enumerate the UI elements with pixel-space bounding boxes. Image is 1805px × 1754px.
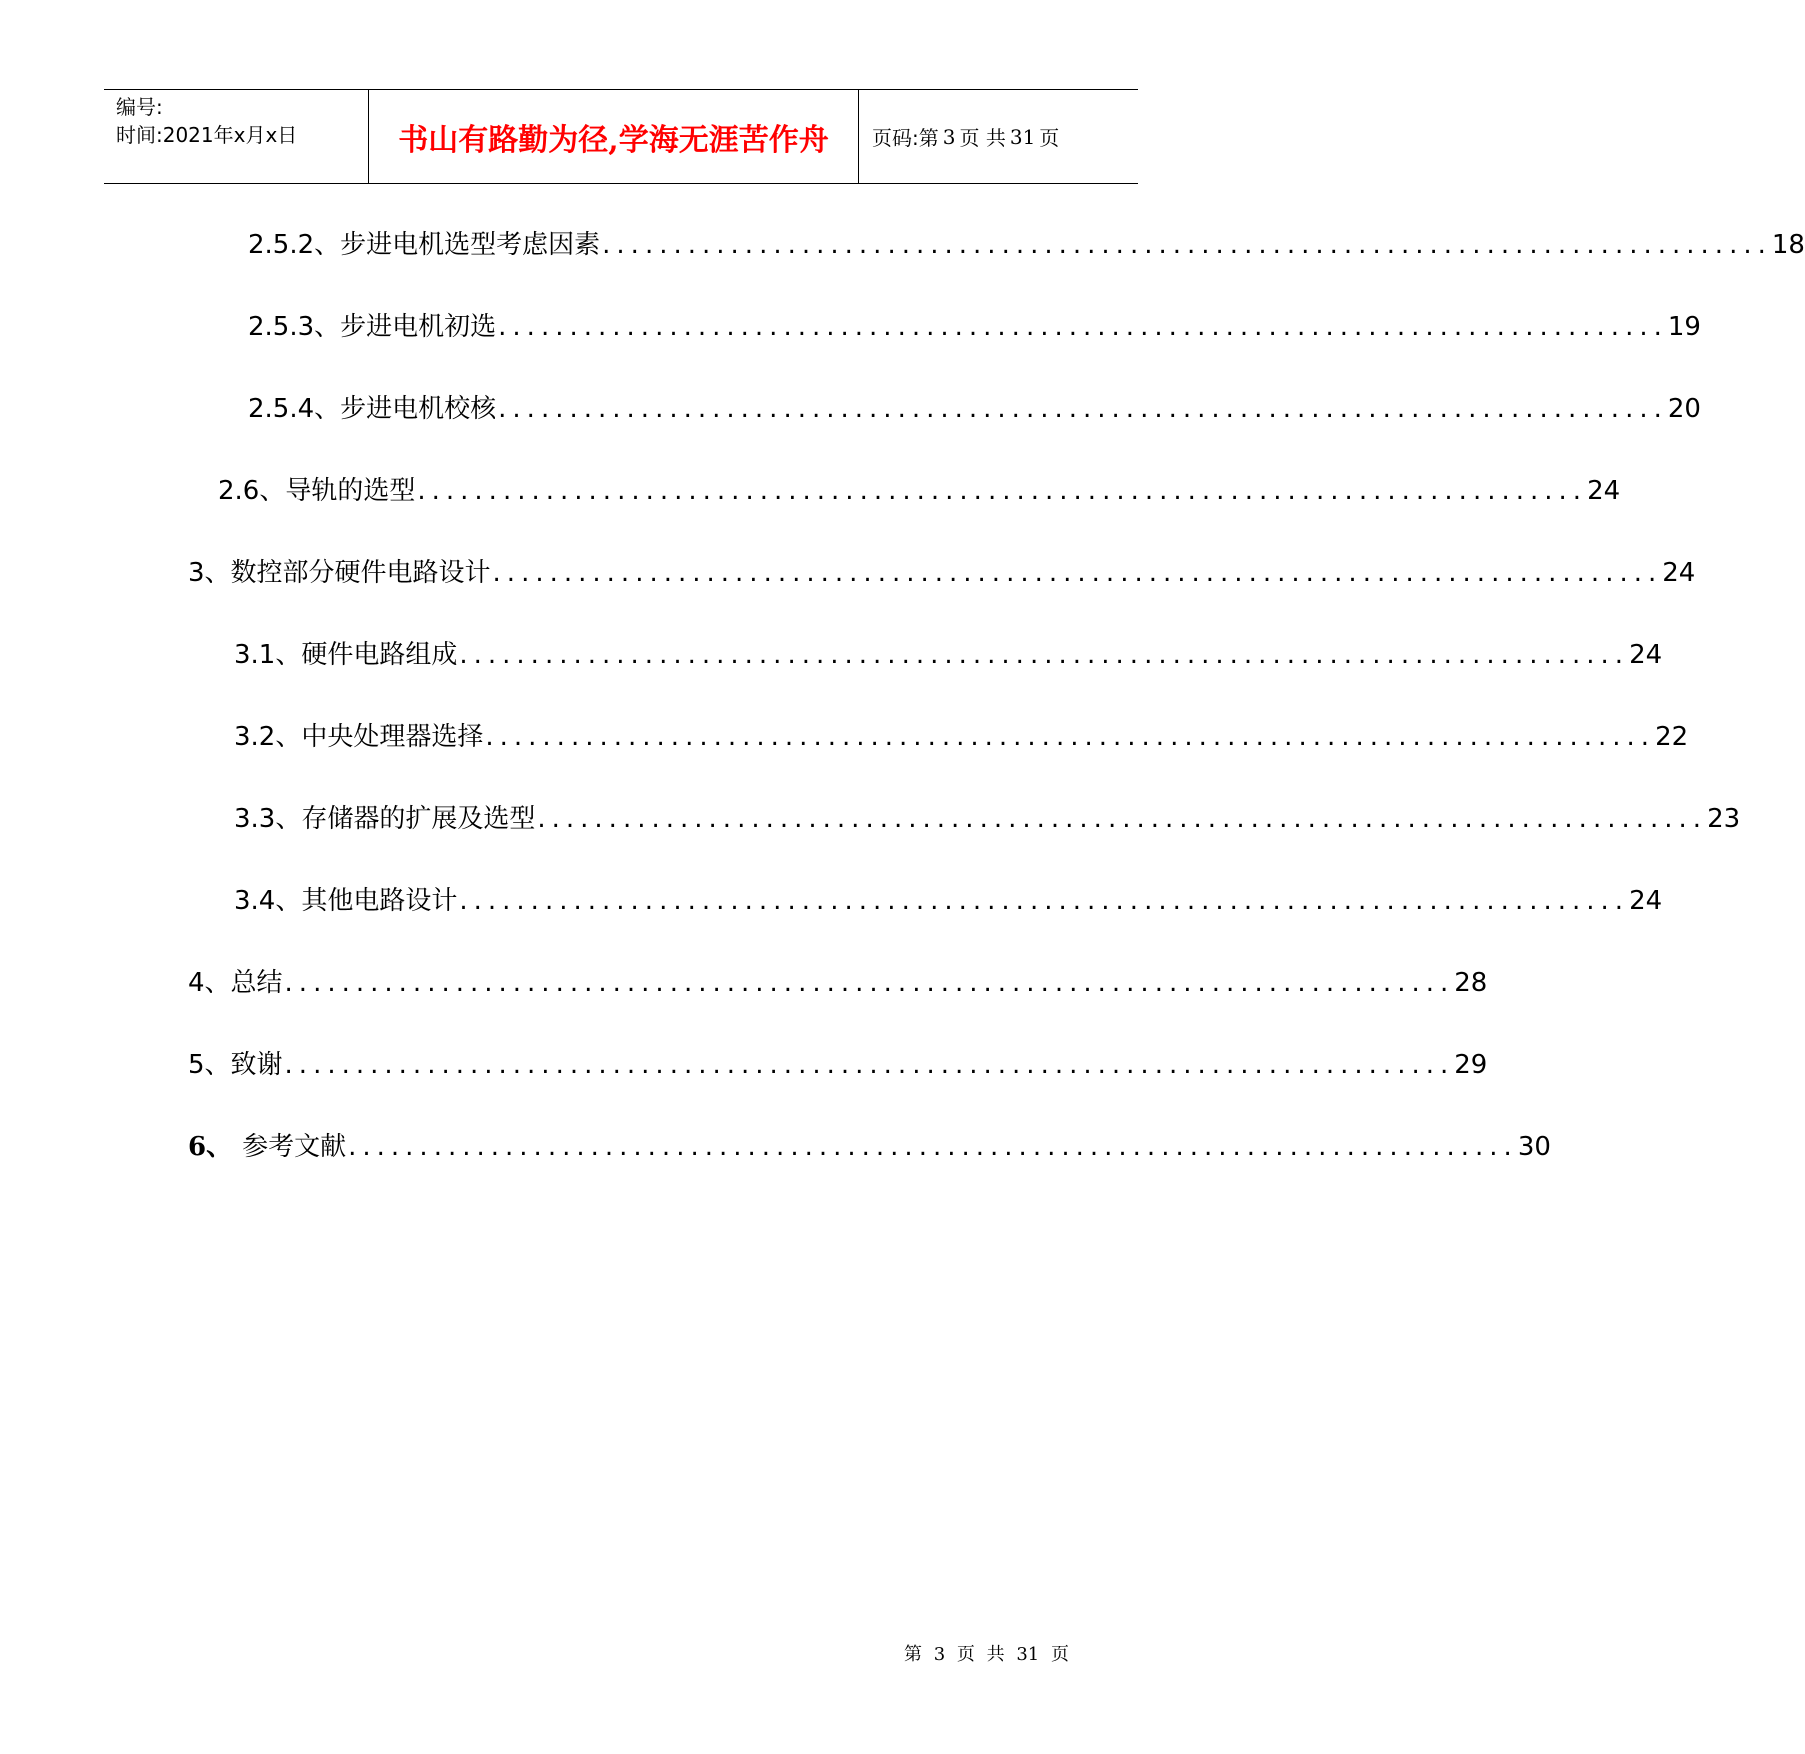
toc-entry[interactable] (248, 224, 1805, 264)
toc-entry-page: 24 (1629, 886, 1663, 916)
toc-dot-leader: .................................................................................. (284, 968, 1455, 998)
toc-entry[interactable] (188, 1126, 1551, 1166)
page-header (104, 89, 1138, 184)
toc-dot-leader: .................................................................................. (348, 1132, 1518, 1162)
toc-dot-leader: .................................................................................. (498, 394, 1668, 424)
page-label: 页码:第 (872, 126, 939, 150)
toc-entry[interactable] (188, 1044, 1488, 1084)
toc-entry-page: 24 (1629, 640, 1663, 670)
toc-entry-page: 24 (1587, 476, 1621, 506)
page-mid: 页 共 (959, 126, 1006, 150)
toc-entry-heading (188, 1126, 346, 1163)
serial-label: 编号: (116, 95, 163, 119)
toc-entry[interactable] (234, 880, 1663, 920)
header-page-info (872, 90, 1059, 183)
toc-dot-leader: .................................................................................. (417, 476, 1588, 506)
toc-entry-page: 23 (1707, 804, 1741, 834)
toc-entry-page: 28 (1454, 968, 1488, 998)
toc-entry-label: 2.6、导轨的选型 (218, 476, 416, 506)
toc-entry-label: 5、致谢 (188, 1050, 283, 1080)
page-total: 31 (1009, 124, 1036, 149)
toc-entry-label: 3.2、中央处理器选择 (234, 722, 484, 752)
toc-entry-label: 3、数控部分硬件电路设计 (188, 558, 491, 588)
toc-entry-label: 3.3、存储器的扩展及选型 (234, 804, 536, 834)
toc-entry-page: 24 (1662, 558, 1696, 588)
toc-entry[interactable] (188, 962, 1488, 1002)
header-divider (858, 90, 859, 183)
toc-entry-page: 18 (1771, 230, 1805, 260)
time-label: 时间:2021年x月x日 (116, 123, 298, 147)
toc-entry[interactable] (218, 470, 1621, 510)
page-footer: 第 3 页 共 31 页 (904, 1644, 1069, 1665)
toc-dot-leader: .................................................................................. (537, 804, 1708, 834)
toc-entry-page: 20 (1667, 394, 1701, 424)
toc-entry-label: 参考文献 (242, 1132, 347, 1162)
toc-entry-label: 3.1、硬件电路组成 (234, 640, 458, 670)
toc-entry-label: 2.5.3、步进电机初选 (248, 312, 497, 342)
toc-dot-leader: .................................................................................. (459, 886, 1630, 916)
toc-entry[interactable] (248, 388, 1701, 428)
toc-dot-leader: .................................................................................. (284, 1050, 1455, 1080)
toc-entry-label: 3.4、其他电路设计 (234, 886, 458, 916)
toc-entry-label: 2.5.4、步进电机校核 (248, 394, 497, 424)
toc-entry-page: 29 (1454, 1050, 1488, 1080)
toc-dot-leader: .................................................................................. (459, 640, 1630, 670)
toc-entry[interactable] (248, 306, 1701, 346)
page-suffix: 页 (1039, 126, 1060, 150)
toc-dot-leader: .................................................................................. (485, 722, 1656, 752)
page-current: 3 (942, 124, 956, 149)
toc-entry-page: 30 (1517, 1132, 1551, 1162)
toc-entry-page: 22 (1655, 722, 1689, 752)
toc-entry-label: 2.5.2、步进电机选型考虑因素 (248, 230, 601, 260)
toc-dot-leader: .................................................................................. (492, 558, 1663, 588)
toc-entry-label: 4、总结 (188, 968, 283, 998)
toc-entry-page: 19 (1667, 312, 1701, 342)
toc-entry[interactable] (188, 552, 1696, 592)
toc-dot-leader: .................................................................................. (602, 230, 1772, 260)
toc-entry-number: 6、 (188, 1132, 233, 1162)
toc-dot-leader: .................................................................................. (498, 312, 1668, 342)
toc-entry[interactable] (234, 716, 1689, 756)
toc-entry[interactable] (234, 798, 1741, 838)
header-motto: 书山有路勤为径,学海无涯苦作舟 (398, 122, 829, 158)
toc-entry[interactable] (234, 634, 1663, 674)
header-meta (116, 93, 297, 149)
